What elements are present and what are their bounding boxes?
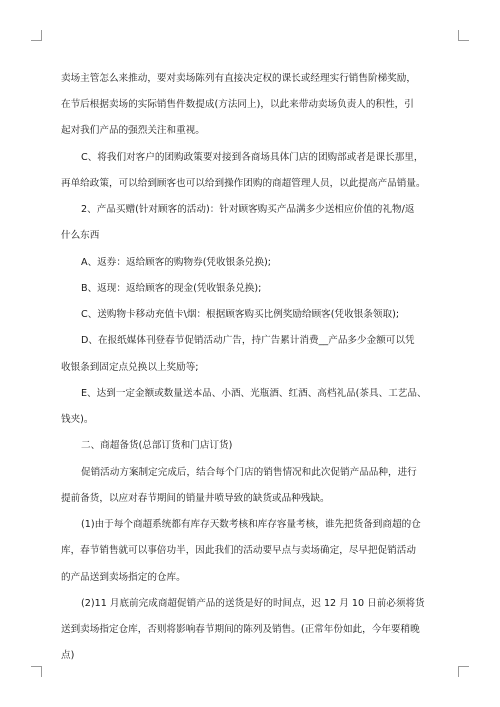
- text-line: 点): [61, 650, 75, 661]
- text-line: 库，春节销售就可以事倍功半，因此我们的活动要早点与卖场确定，尽早把促销活动: [61, 545, 416, 556]
- text-line: 起对我们产品的强烈关注和重视。: [61, 125, 205, 136]
- text-line: (2)11 月底前完成商超促销产品的送货是好的时间点，迟 12 月 10 日前必须将货: [81, 598, 425, 609]
- page-corner-mark-bottom-right: [458, 666, 469, 677]
- text-line: 送到卖场指定仓库，否则将影响春节期间的陈列及销售。(正常年份如此，今年要稍晚: [61, 624, 420, 635]
- text-line: C、将我们对客户的团购政策要对接到各商场具体门店的团购部或者是课长那里，: [81, 152, 424, 163]
- text-line: D、在报纸媒体刊登春节促销活动广告，持广告累计消费__产品多少金额可以凭: [81, 335, 415, 346]
- page-corner-mark-top-right: [458, 30, 469, 41]
- text-line: 的产品送到卖场指定的仓库。: [61, 572, 186, 583]
- text-line: 卖场主管怎么来推动，要对卖场陈列有直接决定权的课长或经理实行销售阶梯奖励，: [61, 73, 416, 84]
- text-line: B、返现：返给顾客的现金(凭收银条兑换);: [81, 283, 262, 294]
- text-line: 2、产品买赠(针对顾客的活动)：针对顾客购买产品满多少送相应价值的礼物/返: [81, 204, 415, 215]
- text-line: E、达到一定金额或数量送本品、小酒、光瓶酒、红酒、高档礼品(茶具、工艺品、: [81, 388, 427, 399]
- text-line: 提前备货，以应对春节期间的销量井喷导致的缺货或品种残缺。: [61, 493, 330, 504]
- text-line: A、返券：返给顾客的购物券(凭收银条兑换);: [81, 257, 271, 268]
- text-line: 再单给政策，可以给到顾客也可以给到操作团购的商超管理人员，以此提高产品销量。: [61, 178, 426, 189]
- text-line: 在节后根据卖场的实际销售件数提成(方法同上)，以此来带动卖场负责人的积性，引: [61, 99, 414, 110]
- page-corner-mark-top-left: [31, 30, 42, 41]
- text-line: 促销活动方案制定完成后，结合每个门店的销售情况和此次促销产品品种，进行: [81, 467, 417, 478]
- text-line: C、送购物卡移动充值卡\烟：根据顾客购买比例奖励给顾客(凭收银条领取);: [81, 309, 400, 320]
- page-corner-mark-bottom-left: [31, 666, 42, 677]
- text-line: 什么东西: [61, 230, 100, 241]
- text-line: 钱夹)。: [61, 414, 94, 425]
- section-heading: 二、商超备货(总部订货和门店订货): [81, 440, 233, 451]
- text-line: 收银条到固定点兑换以上奖励等;: [61, 362, 199, 373]
- text-line: (1)由于每个商超系统都有库存天数考核和库存容量考核，谁先把货备到商超的仓: [81, 519, 421, 530]
